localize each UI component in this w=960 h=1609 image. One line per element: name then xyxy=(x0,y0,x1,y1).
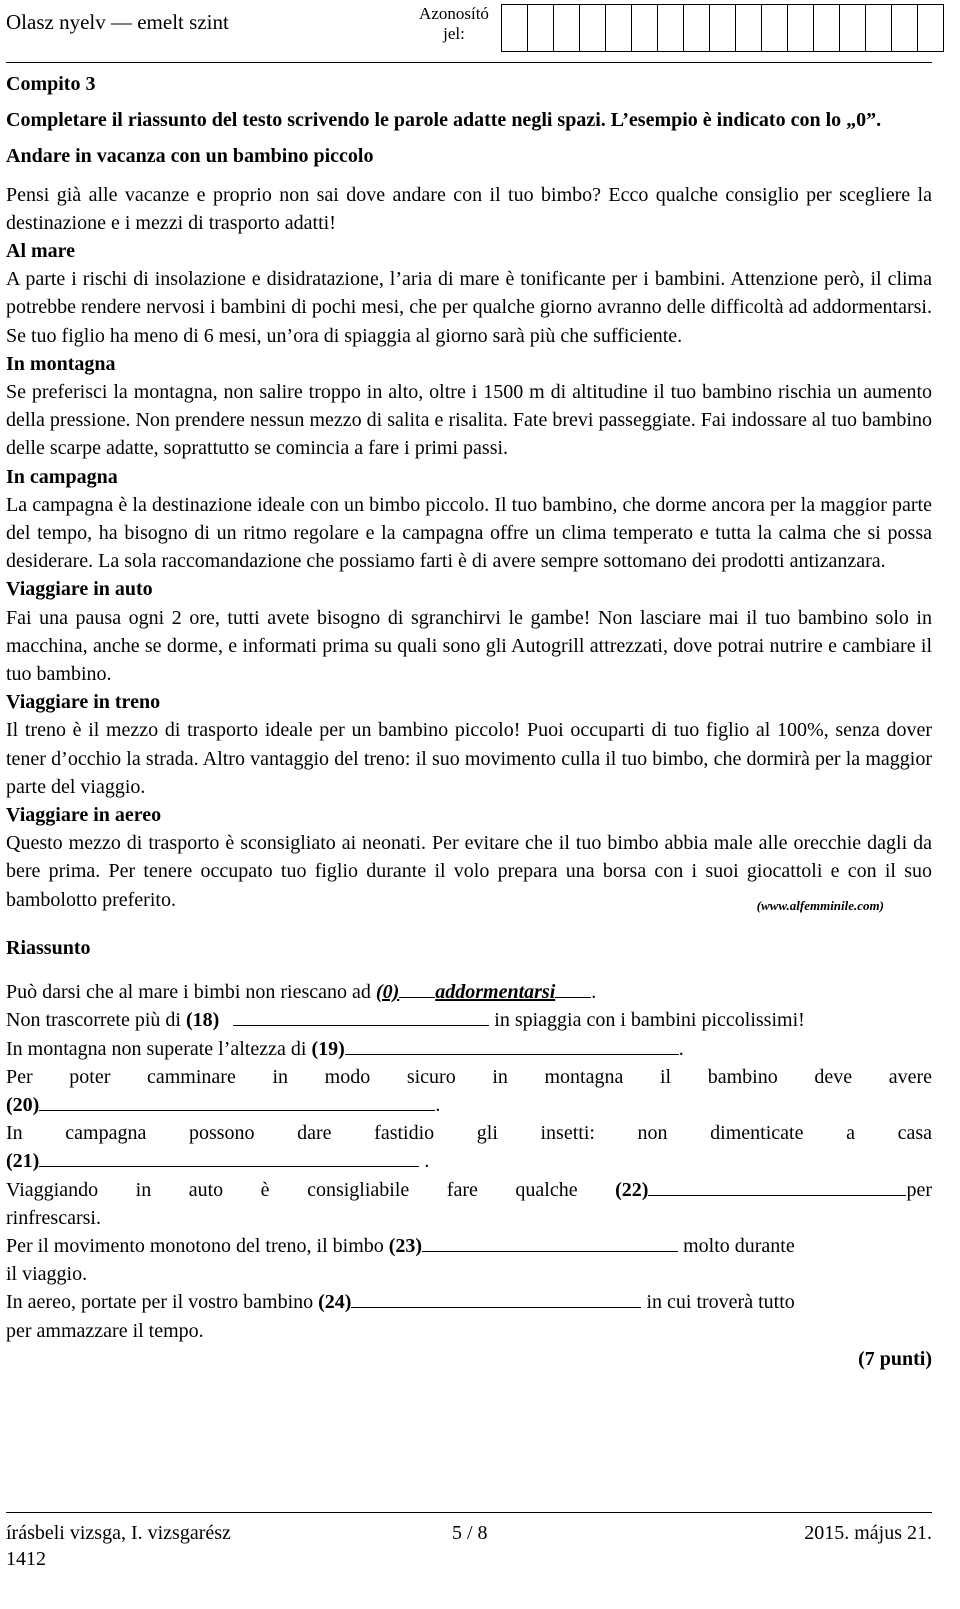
answer-blank-24[interactable] xyxy=(351,1307,641,1308)
summary-text: Può darsi che al mare i bimbi non riescano ad xyxy=(6,981,376,1004)
id-box[interactable] xyxy=(579,4,606,52)
summary-line-22-cont: rinfrescarsi. xyxy=(6,1206,101,1229)
summary-line-20: Per poter camminare in modo sicuro in montagna il bambino deve avere xyxy=(6,1065,932,1088)
section-heading: In campagna xyxy=(6,465,118,488)
id-box[interactable] xyxy=(839,4,866,52)
item-number: (21) xyxy=(6,1150,40,1173)
section-text: A parte i rischi di insolazione e disidratazione, l’aria di mare è tonificante per i bambini. Attenzione però, il clima potrebbe rendere nervosi i bambini di pochi mesi, che per qualche giorno avranno delle difficoltà ad addormentarsi. Se tuo figlio ha meno di 6 mesi, un’ora di spiaggia al giorno sarà più che sufficiente. xyxy=(6,268,932,347)
footer-code: 1412 xyxy=(6,1548,46,1570)
id-box[interactable] xyxy=(787,4,814,52)
id-box[interactable] xyxy=(631,4,658,52)
answer-blank-19[interactable] xyxy=(345,1054,679,1055)
summary-text: in cui troverà tutto xyxy=(641,1291,795,1314)
task-title: Compito 3 xyxy=(6,73,96,95)
summary-line-0 xyxy=(6,978,932,1006)
section-heading: Viaggiare in aereo xyxy=(6,804,162,827)
item-number: (19) xyxy=(311,1037,345,1060)
footer-rule xyxy=(6,1512,932,1513)
points-label: (7 punti) xyxy=(858,1347,932,1370)
id-box[interactable] xyxy=(605,4,632,52)
id-box[interactable] xyxy=(553,4,580,52)
task-body xyxy=(6,70,932,1373)
id-box[interactable] xyxy=(501,4,528,52)
answer-blank-0-lead xyxy=(399,997,435,998)
section-text xyxy=(6,829,932,914)
answer-blank-18[interactable] xyxy=(233,1025,489,1026)
section-text: La campagna è la destinazione ideale con un bimbo piccolo. Il tuo bambino, che dorme ancora per la maggior parte del tempo, ha bisogno di un ritmo regolare e la campagna offre un clima temperato e tutta la calma che si possa desiderare. La sola raccomandazione che possiamo farti è di avere sempre sottomano dei prodotti antizanzara. xyxy=(6,493,932,573)
summary-text: In aereo, portate per il vostro bambino xyxy=(6,1291,319,1314)
id-box[interactable] xyxy=(813,4,840,52)
section-text: Il treno è il mezzo di trasporto ideale per un bambino piccolo! Puoi occuparti di tuo figlio al 100%, senza dover tener d’occhio la strada. Altro vantaggio del treno: il suo movimento culla il tuo bimbo, che dormirà per la maggior parte del viaggio. xyxy=(6,719,932,798)
footer-page-number: 5 / 8 xyxy=(452,1522,488,1544)
section-heading: Viaggiare in treno xyxy=(6,691,161,714)
summary-line-24 xyxy=(6,1288,932,1316)
summary-item-22 xyxy=(615,1179,906,1201)
summary-line-21-cont xyxy=(6,1147,932,1175)
section-heading: Viaggiare in auto xyxy=(6,578,153,601)
section-heading: In montagna xyxy=(6,352,116,375)
item-number: (24) xyxy=(318,1291,352,1314)
summary-line-22 xyxy=(6,1176,932,1204)
summary-text: . xyxy=(435,1093,441,1116)
summary-text: In montagna non superate l’altezza di xyxy=(6,1037,312,1060)
header-rule xyxy=(6,62,932,63)
id-box[interactable] xyxy=(657,4,684,52)
text-intro: Pensi già alle vacanze e proprio non sai dove andare con il tuo bimbo? Ecco qualche consiglio per scegliere la destinazione e i mezzi di trasporto adatti! xyxy=(6,183,932,234)
id-box[interactable] xyxy=(735,4,762,52)
answer-blank-23[interactable] xyxy=(422,1251,678,1252)
id-boxes xyxy=(502,4,944,52)
id-box[interactable] xyxy=(527,4,554,52)
summary-text: Viaggiando in auto è consigliabile fare qualche xyxy=(6,1178,616,1201)
id-box[interactable] xyxy=(709,4,736,52)
summary-line-21: In campagna possono dare fastidio gli insetti: non dimenticate a casa xyxy=(6,1122,932,1145)
id-box[interactable] xyxy=(761,4,788,52)
item-number: (18) xyxy=(185,1009,220,1032)
section-text-content: Questo mezzo di trasporto è sconsigliato ai neonati. Per evitare che il tuo bimbo abbia male alle orecchie dagli da bere prima. Per tenere occupato tuo figlio durante il volo prepara una borsa con i suoi giocattoli e con il suo bambolotto preferito. xyxy=(6,832,932,911)
section-heading: Al mare xyxy=(6,240,76,263)
summary-line-18 xyxy=(6,1006,932,1034)
answer-blank-21[interactable] xyxy=(39,1166,419,1167)
summary-line-23 xyxy=(6,1232,932,1260)
summary-line-24-cont: per ammazzare il tempo. xyxy=(6,1319,204,1342)
summary-text: . xyxy=(591,981,597,1004)
item-number: (20) xyxy=(6,1093,40,1116)
summary-text: Non trascorrete più di xyxy=(6,1009,186,1032)
answer-blank-0-tail xyxy=(555,997,591,998)
summary-text: . xyxy=(678,1037,684,1060)
section-text: Se preferisci la montagna, non salire troppo in alto, oltre i 1500 m di altitudine il tuo bambino rischia un aumento della pressione. Non prendere nessun mezzo di salita e risalita. Fate brevi passeggiate. Fai indossare al tuo bambino delle scarpe adatte, soprattutto se comincia a fare i primi passi. xyxy=(6,381,932,460)
summary-line-23-cont: il viaggio. xyxy=(6,1263,88,1286)
item-number: (23) xyxy=(388,1234,423,1257)
id-box[interactable] xyxy=(917,4,944,52)
footer-exam-part: írásbeli vizsga, I. vizsgarész xyxy=(6,1522,231,1544)
summary-line-19 xyxy=(6,1035,932,1063)
section-text: Fai una pausa ogni 2 ore, tutti avete bisogno di sgranchirvi le gambe! Non lasciare mai il tuo bambino solo in macchina, anche se dorme, e informati prima su quali sono gli Autogrill attrezzati, dove potrai nutrire e cambiare il tuo bambino. xyxy=(6,606,932,686)
header-subject: Olasz nyelv — emelt szint xyxy=(6,10,229,34)
header-id-label: Azonosító jel: xyxy=(419,4,489,43)
task-instruction: Completare il riassunto del testo scrivendo le parole adatte negli spazi. L’esempio è indicato con lo „0”. xyxy=(6,109,882,132)
example-number: (0) xyxy=(375,981,400,1004)
page-header xyxy=(6,0,932,64)
summary-text: molto durante xyxy=(678,1234,795,1257)
item-number: (22) xyxy=(615,1178,649,1201)
exam-page xyxy=(6,0,932,1373)
source-citation: (www.alfemminile.com) xyxy=(756,897,884,913)
summary-text: . xyxy=(419,1150,430,1173)
text-title: Andare in vacanza con un bambino piccolo xyxy=(6,145,374,168)
summary-line-20-cont xyxy=(6,1091,932,1119)
summary-text: Per il movimento monotono del treno, il bimbo xyxy=(6,1234,389,1257)
answer-blank-22[interactable] xyxy=(648,1195,906,1196)
summary-text: per xyxy=(906,1178,932,1201)
example-answer: addormentarsi xyxy=(435,981,556,1004)
summary-text: in spiaggia con i bambini piccolissimi! xyxy=(489,1009,805,1032)
id-box[interactable] xyxy=(865,4,892,52)
answer-blank-20[interactable] xyxy=(39,1110,435,1111)
footer-date: 2015. május 21. xyxy=(804,1522,932,1544)
id-box[interactable] xyxy=(683,4,710,52)
id-box[interactable] xyxy=(891,4,918,52)
summary-title: Riassunto xyxy=(6,936,91,959)
